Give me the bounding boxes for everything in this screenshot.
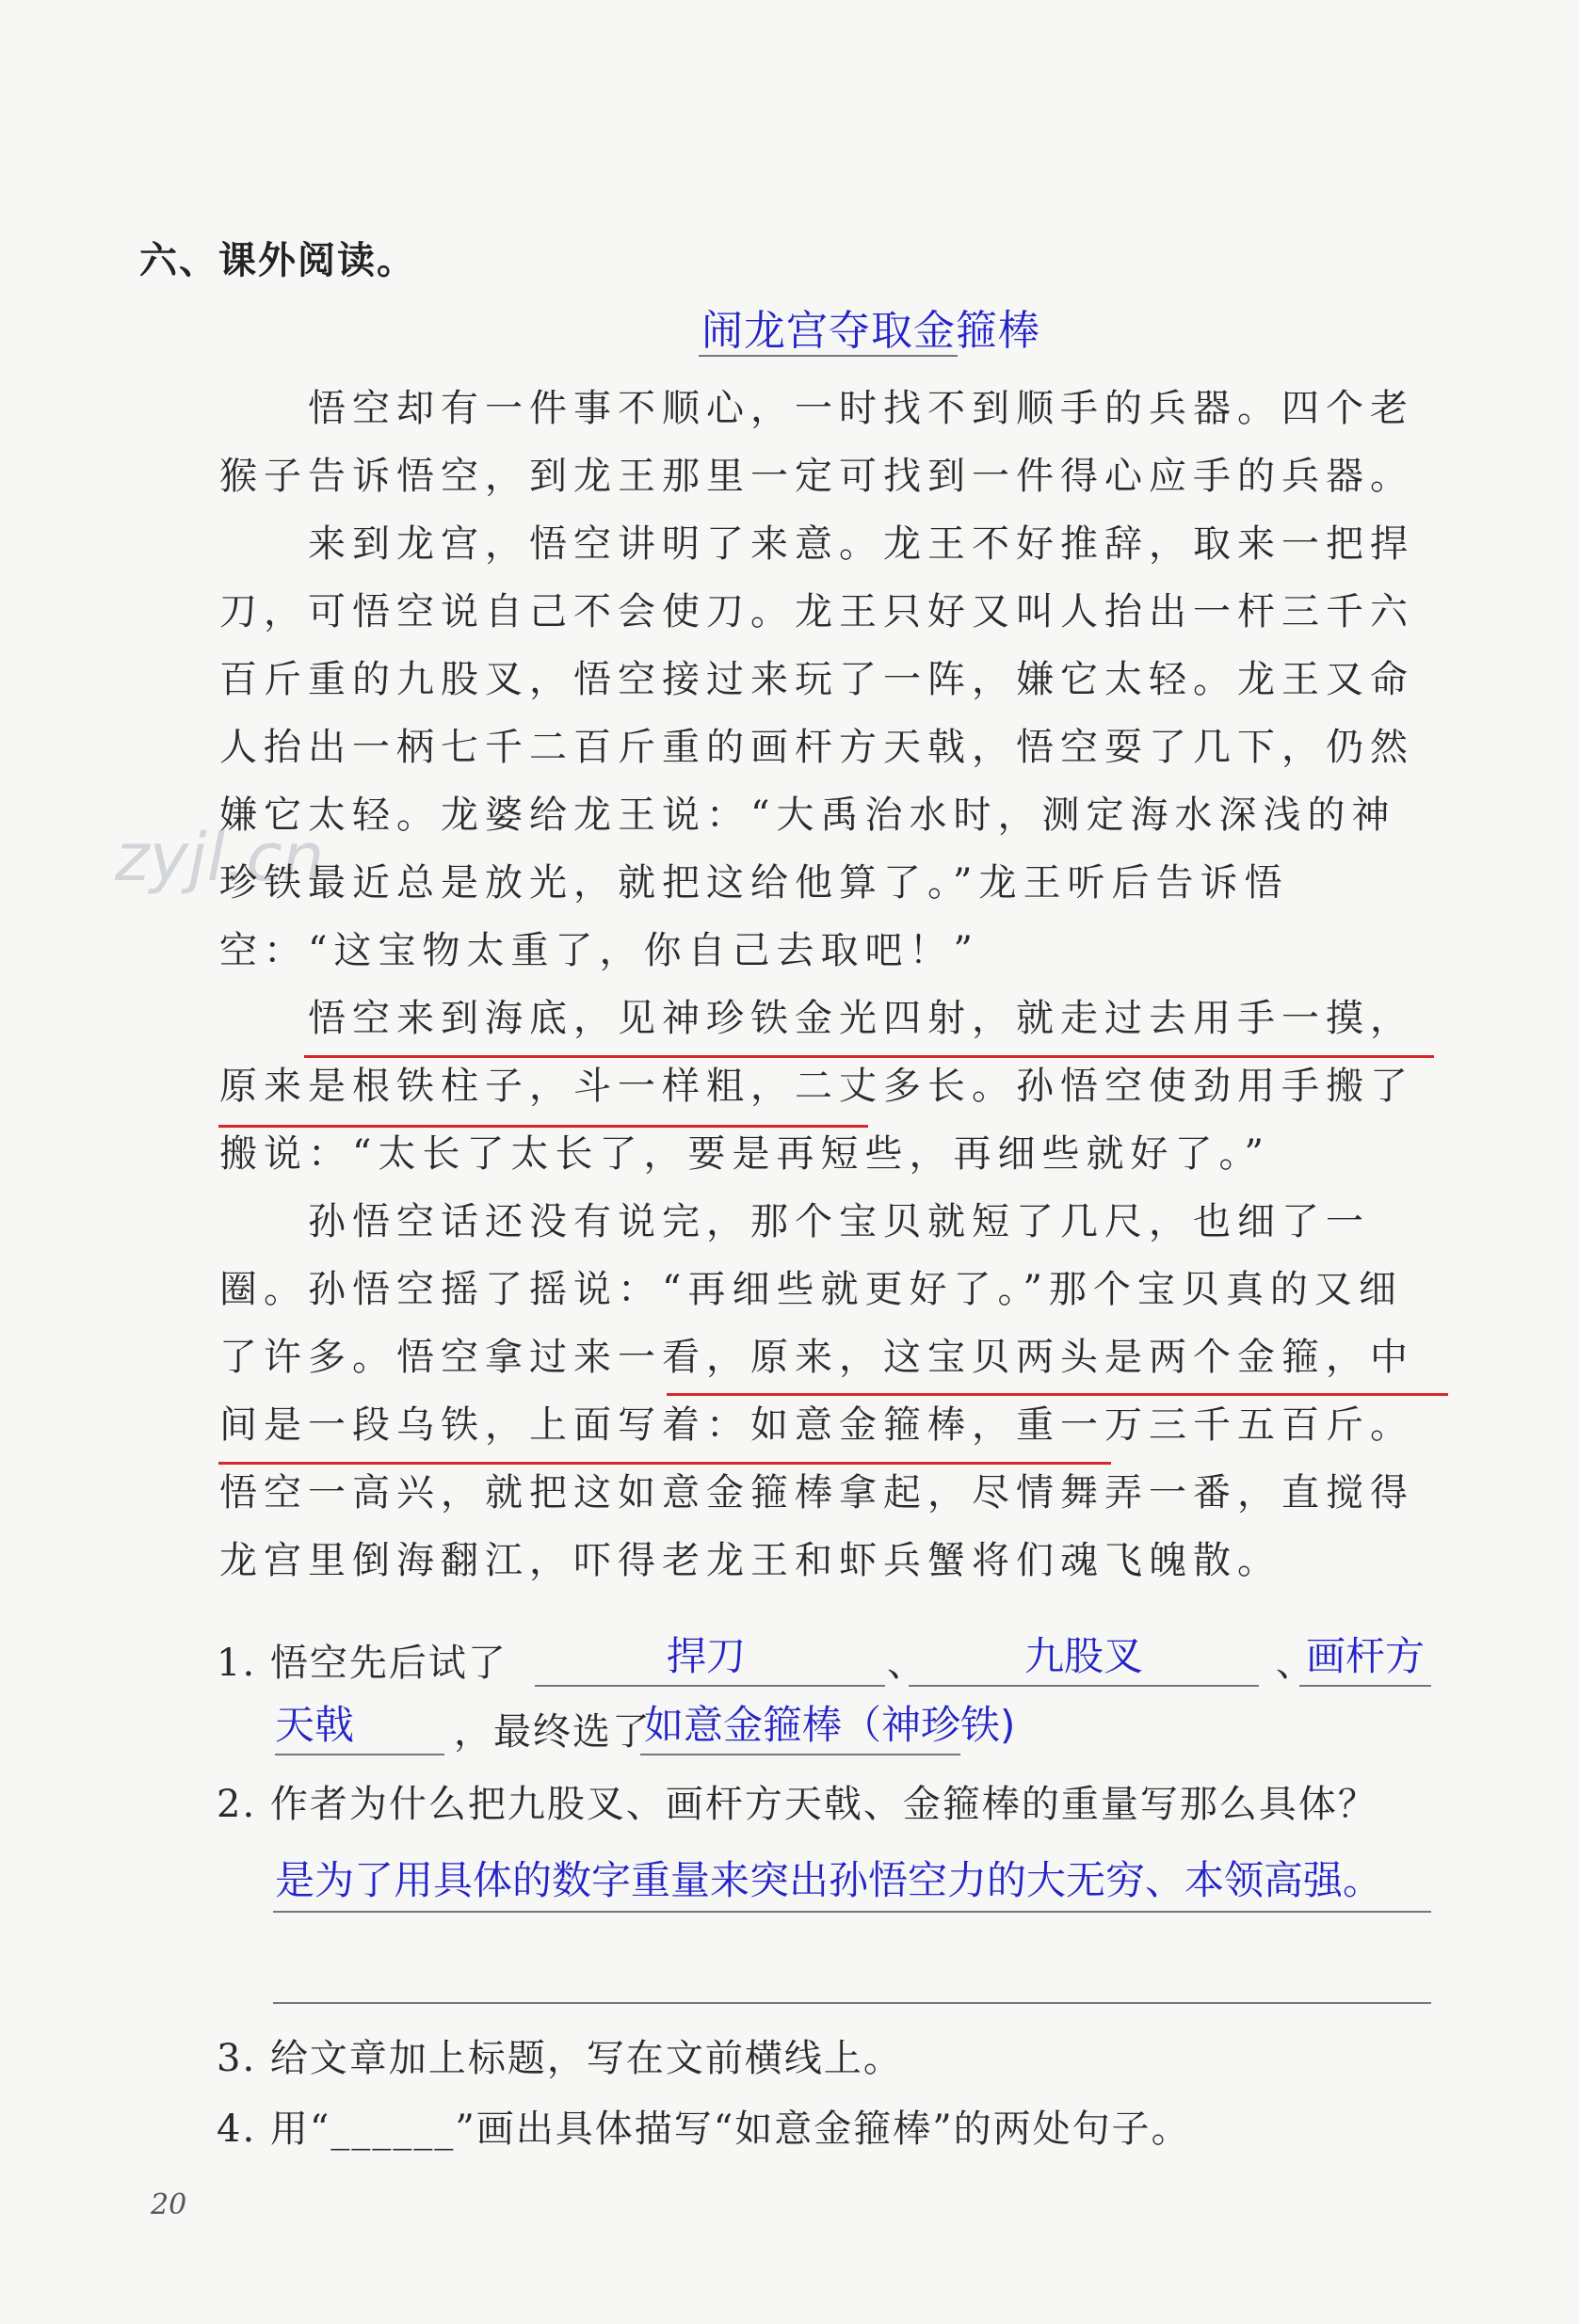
question-4: 4. 用“______”画出具体描写“如意金箍棒”的两处句子。: [217, 2108, 1191, 2151]
q1-blank-3b: [275, 1754, 444, 1755]
q1-answer-3a: 画杆方: [1306, 1633, 1426, 1679]
q1-blank-4: [640, 1754, 960, 1755]
q1-separator-2: 、: [1276, 1642, 1315, 1685]
question-3: 3. 给文章加上标题，写在文前横线上。: [217, 2037, 903, 2080]
red-underline-2b: [218, 1462, 1111, 1465]
watermark: zyjl.cn: [115, 819, 325, 896]
paragraph-4: 孙悟空话还没有说完，那个宝贝就短了几尺，也细了一圈。孙悟空摇了摇说：“再细些就更好了。”那个宝贝真的又细了许多。悟空拿过来一看，原来，这宝贝两头是两个金箍，中间是一段乌铁，上面写着：如意金箍棒，重一万三千五百斤。悟空一高兴，就把这如意金箍棒拿起，尽情舞弄一番，直搅得龙宫里倒海翻江，吓得老龙王和虾兵蟹将们魂飞魄散。: [219, 1200, 1414, 1582]
q2-answer-line-1: [273, 1911, 1431, 1913]
q1-answer-1: 捍刀: [667, 1633, 747, 1679]
paragraph-3: 悟空来到海底，见神珍铁金光四射，就走过去用手一摸，原来是根铁柱子，斗一样粗，二丈多长。孙悟空使劲用手搬了搬说：“太长了太长了，要是再短些，再细些就好了。”: [219, 997, 1414, 1176]
q1-blank-2: [909, 1685, 1259, 1687]
q2-answer-line-2: [273, 2002, 1431, 2004]
q1-blank-1: [535, 1685, 885, 1687]
paragraph-2: 来到龙宫，悟空讲明了来意。龙王不好推辞，取来一把捍刀，可悟空说自己不会使刀。龙王只好又叫人抬出一杆三千六百斤重的九股叉，悟空接过来玩了一阵，嫌它太轻。龙王又命人抬出一柄七千二百斤重的画杆方天戟，悟空耍了几下，仍然嫌它太轻。龙婆给龙王说：“大禹治水时，测定海水深浅的神珍铁最近总是放光，就把这给他算了。”龙王听后告诉悟空：“这宝物太重了，你自己去取吧！”: [219, 522, 1414, 972]
title-blank-line: [699, 355, 958, 357]
red-underline-2a: [667, 1393, 1448, 1396]
section-title: 六、课外阅读。: [139, 239, 416, 282]
question-2: 2. 作者为什么把九股叉、画杆方天戟、金箍棒的重量写那么具体？: [217, 1783, 1378, 1826]
question-1-prefix: 1. 悟空先后试了: [217, 1642, 508, 1685]
page-number: 20: [151, 2188, 187, 2221]
paragraph-1: 悟空却有一件事不顺心，一时找不到顺手的兵器。四个老猴子告诉悟空，到龙王那里一定可找到一件得心应手的兵器。: [219, 387, 1414, 498]
q2-answer: 是为了用具体的数字重量来突出孙悟空力的大无穷、本领高强。: [275, 1857, 1383, 1903]
article-title-handwritten: 闹龙宫夺取金箍棒: [701, 307, 1040, 355]
q1-answer-2: 九股叉: [1024, 1633, 1144, 1679]
q1-answer-4: 如意金箍棒（神珍铁): [644, 1702, 1016, 1748]
question-1-mid: ，最终选了: [454, 1710, 652, 1754]
red-underline-1a: [304, 1055, 1434, 1058]
red-underline-1b: [218, 1125, 868, 1128]
q1-answer-3b: 天戟: [275, 1702, 355, 1748]
q1-separator-1: 、: [887, 1642, 926, 1685]
q1-blank-3a: [1299, 1685, 1431, 1687]
